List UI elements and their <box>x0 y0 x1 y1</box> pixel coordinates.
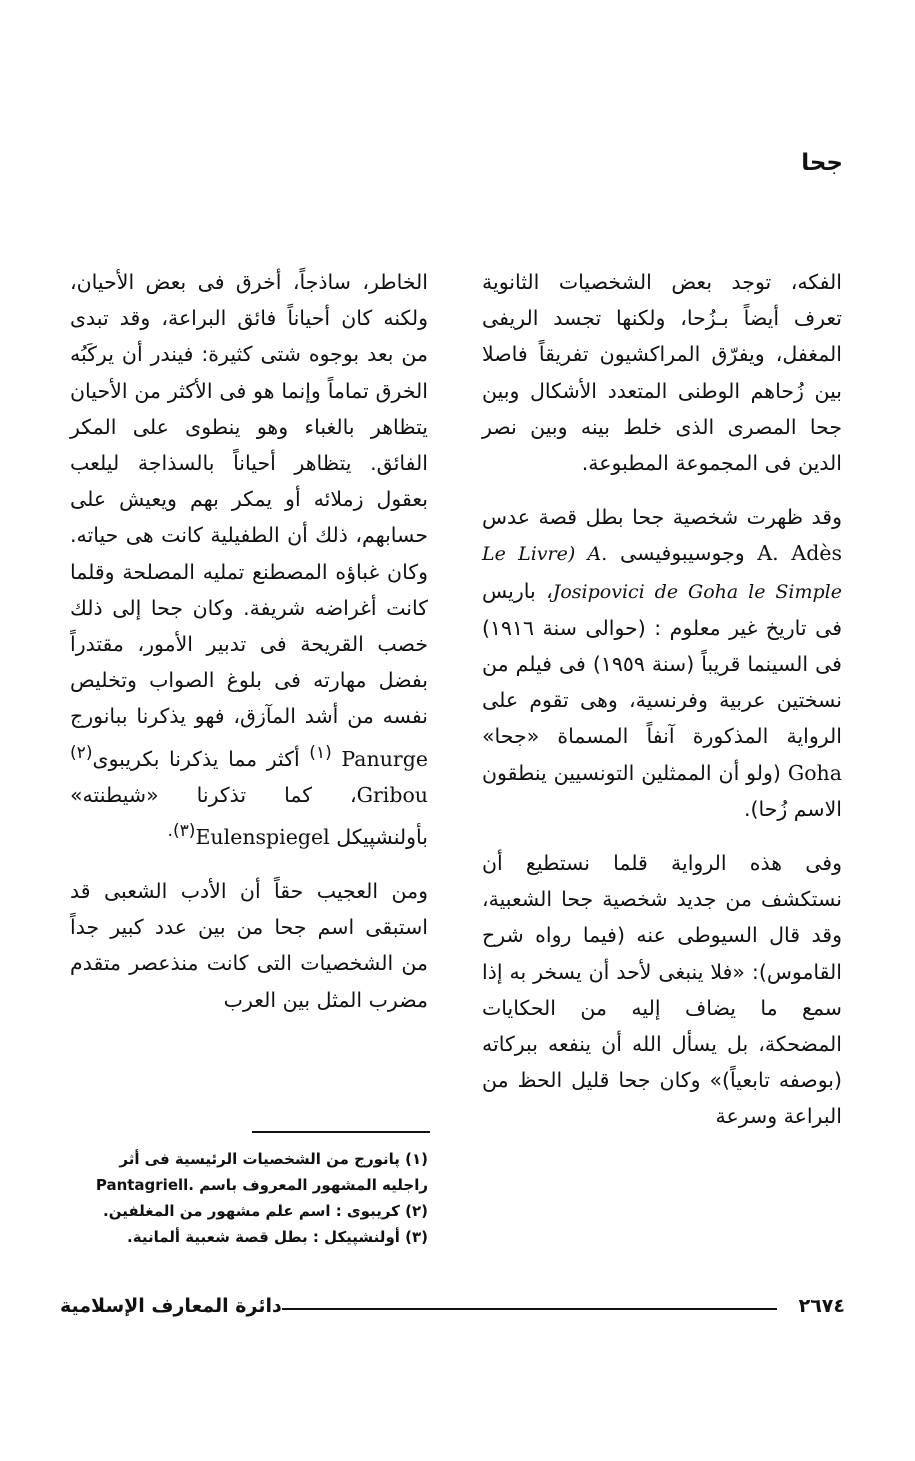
footnote-ref[interactable]: (٢) <box>70 742 93 763</box>
paragraph-text: (ولو أن الممثلين التونسيين ينطقون الاسم زُحا). <box>482 760 842 821</box>
paragraph-text: ، كما تذكرنا «شيطنته» بأولنشپيكل <box>70 782 428 849</box>
latin-name-eulenspiegel: Eulenspiegel <box>195 824 330 849</box>
paragraph-text: أكثر مما يذكرنا بكريبوى <box>92 746 300 771</box>
footnote-ref[interactable]: (١) <box>309 742 332 763</box>
paragraph: وقد ظهرت شخصية جحا بطل قصة عدس A. Adès وجوسيبوفيسى Le Livre) A. Josipovici de Goha le Simple، باريس فى تاريخ غير معلوم : (حوالى سنة ١٩١٦) فى السينما قريباً (سنة ١٩٥٩) فى فيلم من نسختين عربية وفرنسية، وهى تقوم على الرواية المذكورة آنفاً المسماة «جحا» Goha (ولو أن الممثلين التونسيين ينطقون الاسم زُحا). <box>482 505 842 821</box>
paragraph: ومن العجيب حقاً أن الأدب الشعبى قد استبقى اسم جحا من بين عدد كبير جداً من الشخصيات التى كانت منذعصر متقدم مضرب المثل بين العرب <box>70 878 428 1012</box>
page-header-title: جحا <box>801 150 843 176</box>
latin-name-gribou: Gribou <box>356 782 428 807</box>
page-footer <box>60 1295 845 1325</box>
paragraph-text: الخاطر، ساذجاً، أخرق فى بعض الأحيان، ولكنه كان أحياناً فائق البراعة، وقد تبدى من بعد بوجوه شتى كثيرة: فيندر أن يركَبُه الخرق تماماً وإنما هو فى الأكثر من الأحيان يتظاهر بالغباء وهو ينطوى على المكر الفائق. يتظاهر أحياناً بالسذاجة ليلعب بعقول زملائه أو يمكر بهم ويعيش على حسابهم، ذلك أن الطفيلية كانت هى حياته. وكان غباؤه المصطنع تمليه المصلحة وقلما كانت أغراضه شريفة. وكان جحا إلى ذلك خصب القريحة فى تدبير الأمور، مقتدراً بفضل مهارته فى بلوغ الصواب وتخليص نفسه من أشد المآزق، فهو يذكرنا ببانورج <box>70 270 428 729</box>
paragraph <box>70 264 428 855</box>
latin-book-title: Le Livre) A. Josipovici de Goha le Simple <box>482 543 842 603</box>
paragraph: وفى هذه الرواية قلما نستطيع أن نستكشف من جديد شخصية جحا الشعبية، وقد قال السيوطى عنه (فيما رواه شرح القاموس): «فلا ينبغى لأحد أن يسخر به إذا سمع ما يضاف إليه من الحكايات المضحكة، بل يسأل الله أن ينفعه ببركاته (بوصفه تابعياً)» وكان جحا قليل الحظ من البراعة وسرعة <box>482 851 842 1129</box>
left-column <box>70 264 428 1036</box>
latin-name-panurge: Panurge <box>341 746 428 771</box>
latin-name-goha: Goha <box>787 760 842 785</box>
paragraph-text: وقد ظهرت شخصية جحا بطل قصة عدس <box>482 505 842 530</box>
footnote-divider <box>252 1131 430 1133</box>
footnote-item: (٢) كريبوى : اسم علم مشهور من المغلفين. <box>103 1202 428 1220</box>
footnotes <box>70 1146 428 1250</box>
footnote-item: (٣) أولنشپيكل : بطل قصة شعبية ألمانية. <box>127 1228 428 1246</box>
footnote-item: (١) پانورج من الشخصيات الرئيسية فى أثر راجليه المشهور المعروف باسم .Pantagriell <box>95 1150 428 1194</box>
right-column <box>482 264 842 1153</box>
page-number: ٢٦٧٤ <box>798 1295 845 1317</box>
josipovici-arabic: وجوسيبوفيسى <box>619 541 745 566</box>
footer-divider <box>282 1308 777 1310</box>
footer-title: دائرة المعارف الإسلامية <box>60 1295 282 1317</box>
latin-name-ades: A. Adès <box>757 541 842 566</box>
paragraph-text: باريس فى تاريخ غير معلوم : (حوالى سنة ١٩١٦) فى السينما قريباً (سنة ١٩٥٩) فى فيلم من نسختين عربية وفرنسية، وهى تقوم على الرواية المذكورة آنفاً المسماة «جحا» <box>482 578 842 749</box>
footnote-ref[interactable]: (٣). <box>167 820 196 841</box>
paragraph: الفكه، توجد بعض الشخصيات الثانوية تعرف أيضاً بـزُحا، ولكنها تجسد الريفى المغفل، ويفرّق المراكشيون تفريقاً فاصلا بين زُحاهم الوطنى المتعدد الأشكال وبين جحا المصرى الذى خلط بينه وبين نصر الدين فى المجموعة المطبوعة. <box>482 270 842 476</box>
